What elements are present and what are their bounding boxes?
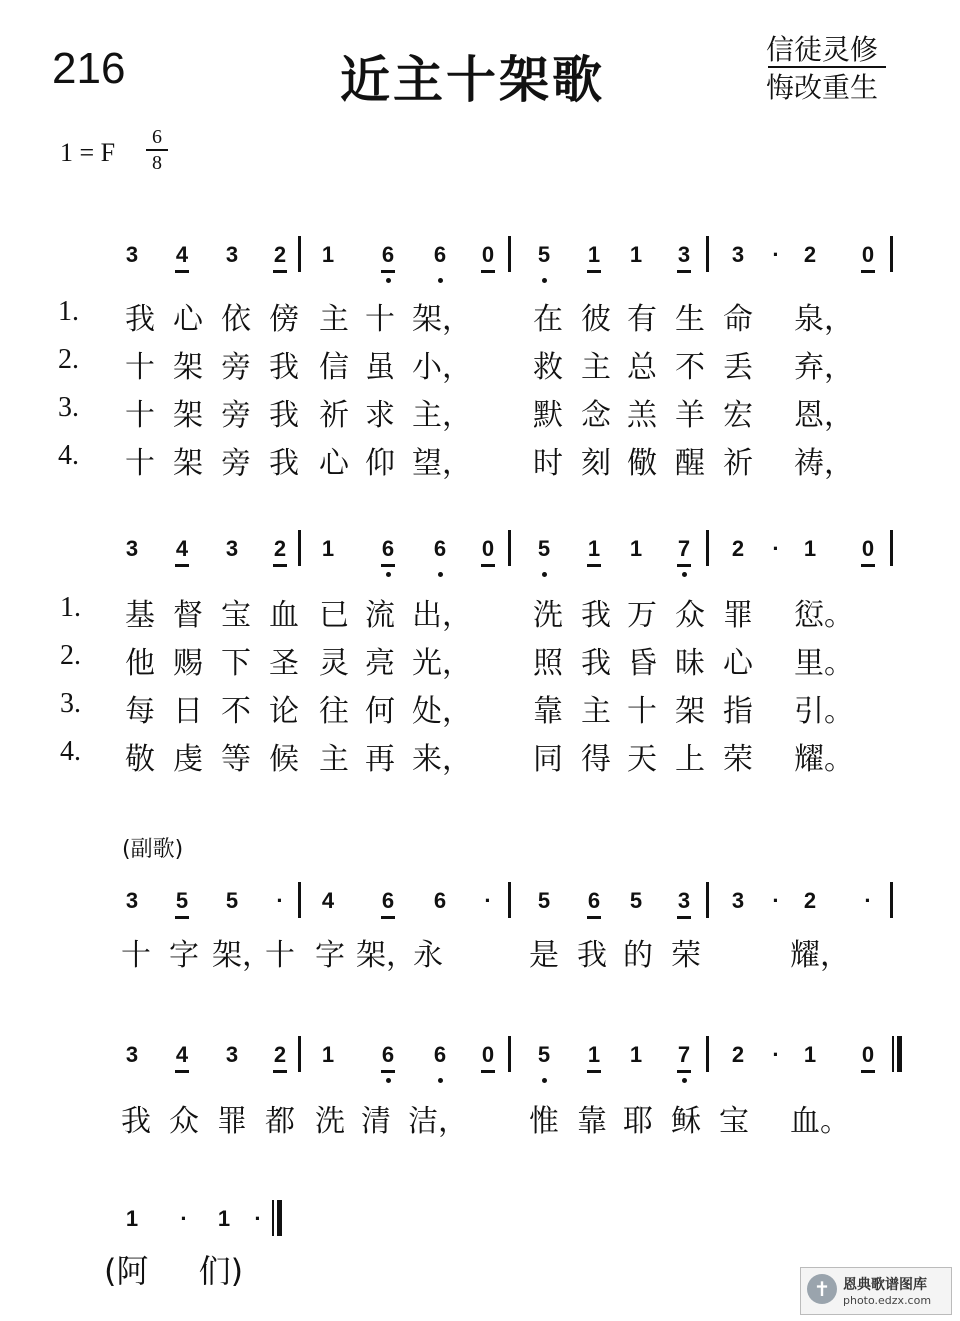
- lyric-char: 架，: [356, 938, 416, 973]
- line2-note: 3: [125, 536, 139, 561]
- chorus2-barline: [508, 1036, 511, 1072]
- lyric-char: 不: [221, 694, 251, 729]
- lyric-char: 流: [365, 598, 395, 633]
- hymn-number: 216: [52, 44, 126, 93]
- lyric-char: 我: [581, 646, 611, 681]
- hymn-title: 近主十架歌: [340, 51, 605, 109]
- line1-note: 2: [270, 242, 290, 268]
- chorus2-note: 1: [321, 1042, 335, 1067]
- lyric-char: 祈: [319, 398, 349, 433]
- chorus1-barline: [508, 882, 511, 918]
- line1-note: 3: [125, 242, 139, 267]
- category-primary: 信徒灵修: [766, 33, 879, 66]
- chorus2-note: 0: [478, 1042, 498, 1068]
- line2-note: 0: [858, 536, 878, 562]
- lyric-char: 旁: [221, 446, 251, 481]
- line2-note: ·: [772, 536, 780, 561]
- chorus2-note: ·: [772, 1042, 780, 1067]
- chorus2-note: 3: [225, 1042, 239, 1067]
- chorus1-note: ·: [772, 888, 780, 913]
- lyric-char: 丢: [723, 350, 753, 385]
- lyric-char: 十: [125, 350, 155, 385]
- chorus2-note: 0: [858, 1042, 878, 1068]
- lyric-char: 都: [265, 1104, 295, 1139]
- lyric-char: 已: [319, 598, 349, 633]
- line2-note: 0: [478, 536, 498, 562]
- lyric-char: 天: [627, 742, 657, 777]
- lyric-char: 依: [221, 302, 251, 337]
- line2-note: 6: [378, 536, 398, 562]
- chorus1-note: ·: [484, 888, 492, 913]
- chorus2-note: 6: [430, 1042, 450, 1068]
- chorus1-note: 4: [321, 888, 335, 913]
- lyric-char: 洗: [533, 598, 563, 633]
- line2-note: 1: [321, 536, 335, 561]
- line1-note: 0: [858, 242, 878, 268]
- line2-note: 6: [430, 536, 450, 562]
- lyric-char: 小，: [412, 350, 472, 385]
- line1-note: 6: [430, 242, 450, 268]
- lyric-char: 的: [623, 938, 653, 973]
- amen-lyric: [104, 1246, 243, 1292]
- chorus1-note: 5: [537, 888, 551, 913]
- chorus2-note: 1: [629, 1042, 643, 1067]
- lyric-char: 指: [723, 694, 753, 729]
- lyric-char: 清: [361, 1104, 391, 1139]
- chorus1-note: 6: [584, 888, 604, 914]
- chorus2-note: 1: [584, 1042, 604, 1068]
- lyric-char: 罪: [217, 1104, 247, 1139]
- line1-barline: [508, 236, 511, 272]
- lyric-char: 心: [723, 646, 753, 681]
- lyric-char: 罪: [723, 598, 753, 633]
- chorus1-note: 3: [125, 888, 139, 913]
- lyric-char: 宝: [719, 1104, 749, 1139]
- amen-close: 们): [198, 1252, 244, 1290]
- line1-barline: [706, 236, 709, 272]
- lyric-char: 出，: [412, 598, 472, 633]
- amen-note: 1: [125, 1206, 139, 1231]
- lyric-char: 恩，: [794, 398, 854, 433]
- meter-top: 6: [152, 126, 162, 148]
- line1-note: ·: [772, 242, 780, 267]
- lyric-char: 昧: [675, 646, 705, 681]
- key-signature: 1 = F: [60, 138, 116, 167]
- lyric-char: 日: [173, 694, 203, 729]
- amen-open: (阿: [104, 1252, 149, 1290]
- chorus2-note: 2: [270, 1042, 290, 1068]
- line2-barline: [298, 530, 301, 566]
- line2-note: 2: [270, 536, 290, 562]
- chorus1-note: 5: [629, 888, 643, 913]
- watermark: [800, 1267, 952, 1315]
- lyric-char: 信: [319, 350, 349, 385]
- lyric-char: 荣: [671, 938, 701, 973]
- line1-note: 0: [478, 242, 498, 268]
- lyric-char: 照: [533, 646, 563, 681]
- line1-note: 1: [584, 242, 604, 268]
- lyric-char: 赐: [173, 646, 203, 681]
- lyric-char: 主: [319, 742, 349, 777]
- watermark-name: 恩典歌谱图库: [843, 1277, 927, 1293]
- lyric-char: 羔: [627, 398, 657, 433]
- lyric-char: 基: [125, 598, 155, 633]
- lyric-char: 上: [675, 742, 705, 777]
- lyric-char: 总: [627, 350, 657, 385]
- lyric-char: 在: [533, 302, 563, 337]
- line1-verse-number: 4.: [58, 440, 79, 471]
- lyric-char: 里。: [794, 646, 854, 681]
- lyric-char: 永: [413, 938, 443, 973]
- lyric-char: 处，: [412, 694, 472, 729]
- chorus2-barline: [706, 1036, 709, 1072]
- lyric-char: 架，: [212, 938, 272, 973]
- line1-note: 1: [321, 242, 335, 267]
- chorus1-note: ·: [864, 888, 872, 913]
- line1-note: 3: [674, 242, 694, 268]
- chorus2-barline: [298, 1036, 301, 1072]
- line2-note: 7: [674, 536, 694, 562]
- lyric-char: 救: [533, 350, 563, 385]
- lyric-char: 众: [169, 1104, 199, 1139]
- lyric-char: 十: [121, 938, 151, 973]
- line2-verse-number: 1.: [60, 592, 81, 623]
- lyric-char: 架，: [412, 302, 472, 337]
- lyric-char: 下: [221, 646, 251, 681]
- lyric-char: 每: [125, 694, 155, 729]
- line2-note: 1: [629, 536, 643, 561]
- lyric-char: 引。: [794, 694, 854, 729]
- time-signature: [146, 126, 168, 174]
- line2-note: 2: [731, 536, 745, 561]
- lyric-char: 旁: [221, 350, 251, 385]
- line1-barline: [890, 236, 893, 272]
- line2-note: 4: [172, 536, 192, 562]
- line2-barline: [706, 530, 709, 566]
- lyric-char: 十: [125, 398, 155, 433]
- lyric-char: 念: [581, 398, 611, 433]
- lyric-char: 默: [533, 398, 563, 433]
- lyric-char: 泉，: [794, 302, 854, 337]
- lyric-char: 祈: [723, 446, 753, 481]
- lyric-char: 是: [529, 938, 559, 973]
- lyric-char: 不: [675, 350, 705, 385]
- amen-note: 1: [217, 1206, 231, 1231]
- lyric-char: 主: [581, 350, 611, 385]
- lyric-char: 何: [365, 694, 395, 729]
- lyric-char: 惟: [529, 1104, 559, 1139]
- lyric-char: 荣: [723, 742, 753, 777]
- amen-note: ·: [254, 1206, 262, 1231]
- chorus2-note: 2: [731, 1042, 745, 1067]
- lyric-char: 我: [269, 446, 299, 481]
- chorus1-note: 3: [674, 888, 694, 914]
- lyric-char: 靠: [533, 694, 563, 729]
- lyric-char: 十: [627, 694, 657, 729]
- lyric-char: 我: [581, 598, 611, 633]
- chorus-label: (副歌): [122, 837, 184, 862]
- lyric-char: 宝: [221, 598, 251, 633]
- lyric-char: 心: [173, 302, 203, 337]
- lyric-char: 儆: [627, 446, 657, 481]
- lyric-char: 得: [581, 742, 611, 777]
- watermark-url: photo.edzx.com: [843, 1294, 932, 1307]
- lyric-char: 命: [723, 302, 753, 337]
- lyric-char: 往: [319, 694, 349, 729]
- lyric-char: 刻: [581, 446, 611, 481]
- lyric-char: 血。: [790, 1104, 850, 1139]
- line1-note: 3: [225, 242, 239, 267]
- lyric-char: 亮: [365, 646, 395, 681]
- lyric-char: 血: [269, 598, 299, 633]
- lyric-char: 架: [173, 446, 203, 481]
- line1-note: 6: [378, 242, 398, 268]
- lyric-char: 候: [269, 742, 299, 777]
- lyric-char: 众: [675, 598, 705, 633]
- chorus1-note: 5: [225, 888, 239, 913]
- lyric-char: 字: [169, 938, 199, 973]
- chorus2-note: 4: [172, 1042, 192, 1068]
- line2-verse-number: 3.: [60, 688, 81, 719]
- lyric-char: 有: [627, 302, 657, 337]
- meter-bottom: 8: [152, 151, 162, 174]
- lyric-char: 十: [365, 302, 395, 337]
- lyric-char: 愆。: [794, 598, 854, 633]
- lyric-char: 稣: [671, 1104, 701, 1139]
- chorus1-note: 6: [433, 888, 447, 913]
- lyric-char: 宏: [723, 398, 753, 433]
- meter-divider: [146, 149, 168, 151]
- lyric-char: 主，: [412, 398, 472, 433]
- chorus1-barline: [706, 882, 709, 918]
- lyric-char: 架: [675, 694, 705, 729]
- lyric-char: 架: [173, 398, 203, 433]
- lyric-char: 我: [125, 302, 155, 337]
- lyric-char: 仰: [365, 446, 395, 481]
- line1-note: 3: [731, 242, 745, 267]
- line2-barline: [508, 530, 511, 566]
- chorus2-note: 6: [378, 1042, 398, 1068]
- lyric-char: 圣: [269, 646, 299, 681]
- chorus2-note: 3: [125, 1042, 139, 1067]
- line2-note: 1: [803, 536, 817, 561]
- lyric-char: 来，: [412, 742, 472, 777]
- lyric-char: 论: [269, 694, 299, 729]
- line1-barline: [298, 236, 301, 272]
- lyric-char: 旁: [221, 398, 251, 433]
- line1-note: 4: [172, 242, 192, 268]
- line2-note: 3: [225, 536, 239, 561]
- amen-note: ·: [180, 1206, 188, 1231]
- lyric-char: 我: [269, 398, 299, 433]
- lyric-char: 昏: [627, 646, 657, 681]
- lyric-char: 字: [315, 938, 345, 973]
- lyric-char: 虽: [365, 350, 395, 385]
- lyric-char: 求: [365, 398, 395, 433]
- lyric-char: 羊: [675, 398, 705, 433]
- lyric-char: 十: [125, 446, 155, 481]
- lyric-char: 洁，: [408, 1104, 468, 1139]
- lyric-char: 醒: [675, 446, 705, 481]
- lyric-char: 他: [125, 646, 155, 681]
- hymn-categories: [766, 30, 886, 108]
- chorus1-note: 3: [731, 888, 745, 913]
- lyric-char: 生: [675, 302, 705, 337]
- lyric-char: 耀。: [794, 742, 854, 777]
- lyric-char: 弃，: [794, 350, 854, 385]
- line2-note: 1: [584, 536, 604, 562]
- line2-verse-number: 2.: [60, 640, 81, 671]
- lyric-char: 望，: [412, 446, 472, 481]
- chorus2-note: 1: [803, 1042, 817, 1067]
- line1-note: 2: [803, 242, 817, 267]
- chorus1-barline: [298, 882, 301, 918]
- lyric-char: 等: [221, 742, 251, 777]
- lyric-char: 虔: [173, 742, 203, 777]
- chorus1-note: ·: [276, 888, 284, 913]
- lyric-char: 祷，: [794, 446, 854, 481]
- lyric-char: 洗: [315, 1104, 345, 1139]
- line1-verse-number: 1.: [58, 296, 79, 327]
- line2-note: 5: [534, 536, 554, 562]
- lyric-char: 灵: [319, 646, 349, 681]
- lyric-char: 十: [265, 938, 295, 973]
- lyric-char: 彼: [581, 302, 611, 337]
- line1-verse-number: 2.: [58, 344, 79, 375]
- lyric-char: 督: [173, 598, 203, 633]
- line1-note: 1: [629, 242, 643, 267]
- lyric-char: 傍: [269, 302, 299, 337]
- lyric-char: 同: [533, 742, 563, 777]
- chorus1-note: 5: [172, 888, 192, 914]
- lyric-char: 我: [121, 1104, 151, 1139]
- chorus2-note: 5: [534, 1042, 554, 1068]
- lyric-char: 敬: [125, 742, 155, 777]
- chorus1-note: 2: [803, 888, 817, 913]
- lyric-char: 时: [533, 446, 563, 481]
- line1-note: 5: [534, 242, 554, 268]
- lyric-char: 耀，: [790, 938, 850, 973]
- chorus2-note: 7: [674, 1042, 694, 1068]
- cross-icon: ✝: [807, 1274, 837, 1304]
- lyric-char: 耶: [623, 1104, 653, 1139]
- chorus1-note: 6: [378, 888, 398, 914]
- lyric-char: 架: [173, 350, 203, 385]
- lyric-char: 光，: [412, 646, 472, 681]
- lyric-char: 靠: [577, 1104, 607, 1139]
- lyric-char: 我: [269, 350, 299, 385]
- lyric-char: 主: [319, 302, 349, 337]
- lyric-char: 万: [627, 598, 657, 633]
- lyric-char: 我: [577, 938, 607, 973]
- lyric-char: 主: [581, 694, 611, 729]
- lyric-char: 心: [319, 446, 349, 481]
- chorus1-barline: [890, 882, 893, 918]
- lyric-char: 再: [365, 742, 395, 777]
- category-secondary: 悔改重生: [766, 71, 879, 104]
- line2-verse-number: 4.: [60, 736, 81, 767]
- line1-verse-number: 3.: [58, 392, 79, 423]
- line2-barline: [890, 530, 893, 566]
